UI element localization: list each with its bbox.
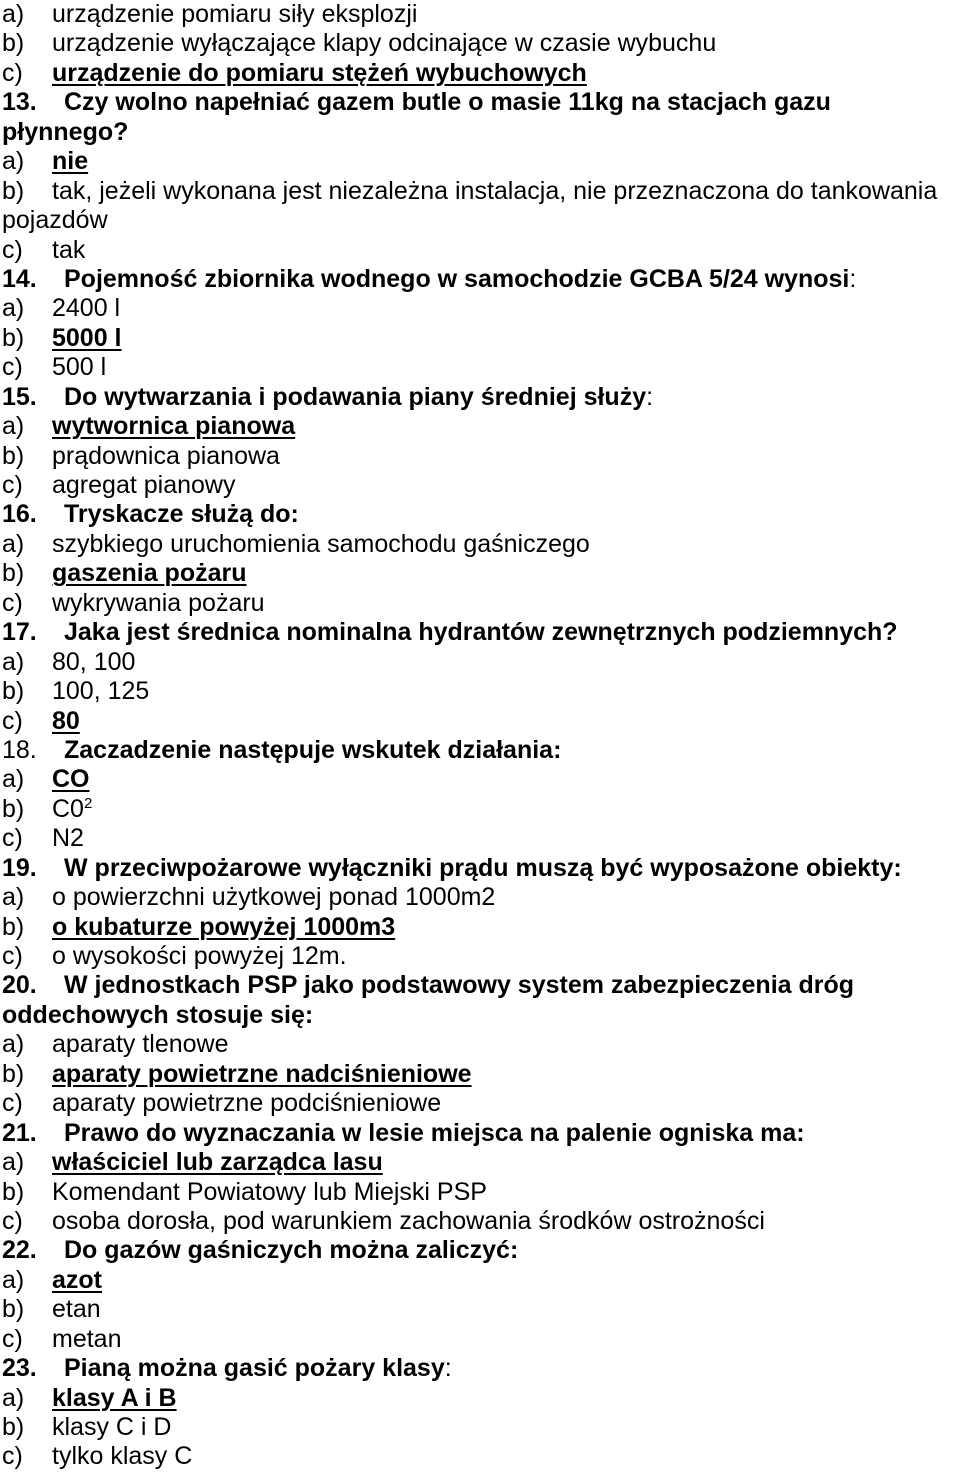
option-a — [2, 412, 960, 441]
correct-answer: gaszenia pożaru — [52, 559, 247, 588]
option-label: b) — [2, 441, 25, 470]
question-21 — [2, 1119, 960, 1148]
option-c — [2, 1089, 960, 1118]
option-text: Komendant Powiatowy lub Miejski PSP — [52, 1177, 487, 1206]
option-label: c) — [2, 471, 23, 499]
option-b — [2, 913, 960, 942]
option-c — [2, 471, 960, 500]
option-text: metan — [52, 1324, 122, 1353]
option-label: a) — [2, 1030, 25, 1059]
question-19 — [2, 854, 960, 883]
question-text: Jaka jest średnica nominalna hydrantów zewnętrznych podziemnych? — [64, 618, 898, 647]
option-label: a) — [2, 0, 25, 28]
option-c — [2, 707, 960, 736]
option-b-continuation: pojazdów — [2, 206, 108, 235]
option-b — [2, 324, 960, 353]
option-label: c) — [2, 1442, 23, 1471]
option-label: a) — [2, 765, 25, 794]
option-a — [2, 883, 960, 912]
option-c — [2, 942, 960, 971]
option-text: tylko klasy C — [52, 1442, 193, 1471]
option-label: b) — [2, 794, 25, 823]
option-label: a) — [2, 1383, 25, 1412]
option-text: urządzenie pomiaru siły eksplozji — [52, 0, 418, 28]
option-text: 2400 l — [52, 294, 121, 323]
option-label: a) — [2, 1148, 25, 1177]
question-colon: : — [646, 382, 654, 411]
option-label: a) — [2, 1265, 25, 1294]
option-label: c) — [2, 58, 23, 87]
question-20-continuation: oddechowych stosuje się: — [2, 1000, 314, 1029]
option-text: 500 l — [52, 353, 107, 382]
option-text: szybkiego uruchomienia samochodu gaśniczego — [52, 529, 590, 558]
question-number: 21. — [2, 1118, 37, 1147]
option-label: b) — [2, 912, 25, 941]
option-a — [2, 648, 960, 677]
option-text: 80, 100 — [52, 647, 136, 676]
question-text: Prawo do wyznaczania w lesie miejsca na palenie ogniska ma: — [64, 1118, 805, 1147]
option-label: c) — [2, 1324, 23, 1353]
option-label: a) — [2, 147, 25, 176]
option-label: b) — [2, 1059, 25, 1088]
correct-answer: o kubaturze powyżej 1000m3 — [52, 912, 396, 941]
option-text: o wysokości powyżej 12m. — [52, 942, 347, 970]
option-a — [2, 1266, 960, 1295]
correct-answer: 80 — [52, 706, 80, 735]
option-text: aparaty powietrzne podciśnieniowe — [52, 1089, 442, 1118]
option-text: 100, 125 — [52, 677, 150, 706]
option-text: etan — [52, 1295, 101, 1324]
question-number: 20. — [2, 971, 37, 1000]
option-label: c) — [2, 353, 23, 382]
option-text: tak, jeżeli wykonana jest niezależna instalacja, nie przeznaczona do tankowania — [52, 176, 938, 205]
correct-answer: urządzenie do pomiaru stężeń wybuchowych — [52, 58, 587, 87]
option-c — [2, 1207, 960, 1236]
option-label: c) — [2, 824, 23, 853]
option-c — [2, 589, 960, 618]
option-text: klasy C i D — [52, 1413, 172, 1441]
option-a — [2, 1148, 960, 1177]
option-label: a) — [2, 883, 25, 912]
option-c — [2, 1325, 960, 1354]
option-a — [2, 294, 960, 323]
option-label: c) — [2, 1206, 23, 1235]
option-a — [2, 765, 960, 794]
option-c — [2, 824, 960, 853]
question-text: Tryskacze służą do: — [64, 500, 299, 529]
question-number: 16. — [2, 500, 37, 529]
option-text: osoba dorosła, pod warunkiem zachowania środków ostrożności — [52, 1206, 765, 1235]
question-text: Zaczadzenie następuje wskutek działania: — [64, 735, 562, 764]
option-label: b) — [2, 323, 25, 352]
question-20 — [2, 971, 960, 1000]
correct-answer: właściciel lub zarządca lasu — [52, 1148, 383, 1177]
correct-answer: aparaty powietrzne nadciśnieniowe — [52, 1059, 472, 1088]
question-14 — [2, 265, 960, 294]
option-b — [2, 1295, 960, 1324]
question-number: 14. — [2, 264, 37, 293]
question-text: Do wytwarzania i podawania piany średniej służy — [64, 382, 647, 411]
option-b — [2, 442, 960, 471]
correct-answer: klasy A i B — [52, 1383, 177, 1412]
question-16 — [2, 500, 960, 529]
question-23 — [2, 1354, 960, 1383]
option-label: a) — [2, 412, 25, 441]
option-label: a) — [2, 529, 25, 558]
question-text: W przeciwpożarowe wyłączniki prądu muszą być wyposażone obiekty: — [64, 853, 902, 882]
correct-answer: CO — [52, 765, 90, 794]
question-colon: : — [849, 264, 857, 293]
question-22 — [2, 1236, 960, 1265]
correct-answer: 5000 l — [52, 323, 122, 352]
option-b — [2, 1413, 960, 1442]
question-number: 22. — [2, 1236, 37, 1265]
option-a — [2, 1384, 960, 1413]
question-number: 17. — [2, 618, 37, 647]
option-c — [2, 236, 960, 265]
option-c — [2, 59, 960, 88]
question-text: W jednostkach PSP jako podstawowy system zabezpieczenia dróg — [64, 971, 855, 1000]
option-b — [2, 29, 960, 58]
option-a — [2, 1030, 960, 1059]
option-label: c) — [2, 235, 23, 264]
option-label: c) — [2, 942, 23, 970]
question-number: 18. — [2, 735, 37, 764]
option-a — [2, 530, 960, 559]
question-text: Pianą można gasić pożary klasy — [64, 1354, 445, 1383]
option-a — [2, 147, 960, 176]
option-label: c) — [2, 1089, 23, 1118]
question-17 — [2, 618, 960, 647]
option-text: prądownica pianowa — [52, 441, 280, 470]
option-b — [2, 795, 960, 824]
option-text: tak — [52, 235, 86, 264]
option-b — [2, 177, 960, 206]
question-text: Pojemność zbiornika wodnego w samochodzie GCBA 5/24 wynosi — [64, 264, 850, 293]
option-label: b) — [2, 1177, 25, 1206]
option-a — [2, 0, 960, 29]
question-13-continuation: płynnego? — [2, 117, 129, 146]
question-number: 19. — [2, 853, 37, 882]
question-18 — [2, 736, 960, 765]
option-b — [2, 677, 960, 706]
question-text: Czy wolno napełniać gazem butle o masie 11kg na stacjach gazu — [64, 88, 831, 117]
question-text: Do gazów gaśniczych można zaliczyć: — [64, 1236, 519, 1265]
question-number: 13. — [2, 88, 37, 117]
option-c — [2, 1442, 960, 1471]
option-label: b) — [2, 1413, 25, 1441]
option-b — [2, 559, 960, 588]
option-label: b) — [2, 1295, 25, 1324]
option-text: o powierzchni użytkowej ponad 1000m2 — [52, 883, 496, 912]
question-number: 23. — [2, 1354, 37, 1383]
option-b — [2, 1060, 960, 1089]
option-label: b) — [2, 677, 25, 706]
option-label: a) — [2, 647, 25, 676]
superscript: 2 — [83, 794, 93, 812]
option-text: wykrywania pożaru — [52, 588, 265, 617]
option-text: N2 — [52, 824, 84, 853]
option-label: b) — [2, 29, 25, 58]
correct-answer: wytwornica pianowa — [52, 412, 296, 441]
question-number: 15. — [2, 382, 37, 411]
question-colon: : — [444, 1354, 452, 1383]
correct-answer: nie — [52, 147, 89, 176]
option-c — [2, 353, 960, 382]
option-label: c) — [2, 706, 23, 735]
option-label: c) — [2, 588, 23, 617]
question-15 — [2, 383, 960, 412]
option-label: b) — [2, 176, 25, 205]
question-13 — [2, 88, 960, 117]
option-b — [2, 1178, 960, 1207]
option-label: b) — [2, 559, 25, 588]
option-text: urządzenie wyłączające klapy odcinające w czasie wybuchu — [52, 29, 717, 58]
option-text: aparaty tlenowe — [52, 1030, 229, 1059]
option-text: agregat pianowy — [52, 471, 236, 499]
option-label: a) — [2, 294, 25, 323]
correct-answer: azot — [52, 1265, 102, 1294]
option-text: C0 — [52, 794, 84, 823]
